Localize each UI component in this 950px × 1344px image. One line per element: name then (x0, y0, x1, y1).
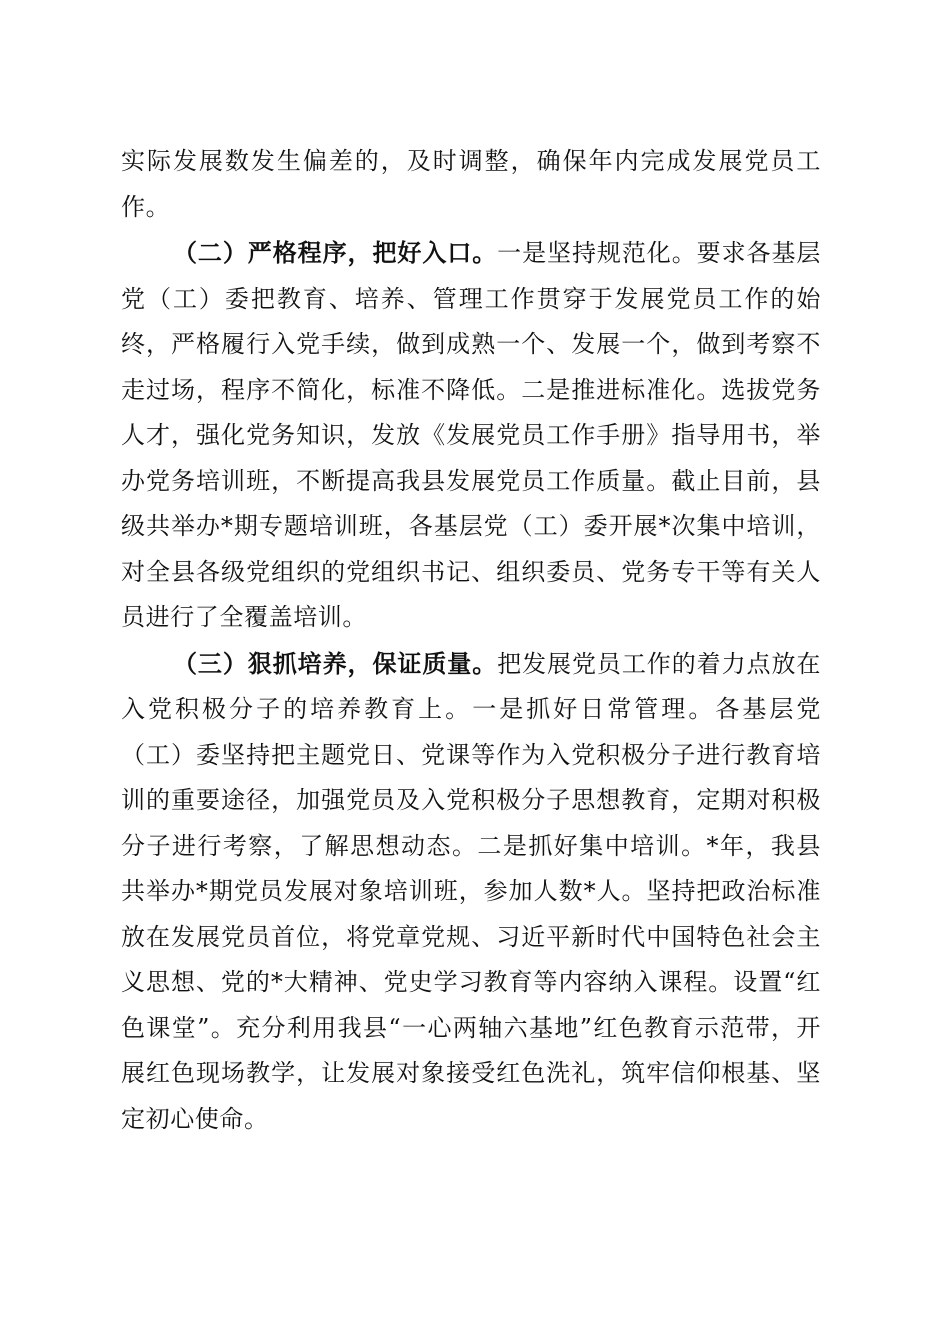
document-body (121, 139, 821, 1142)
paragraph-text: 实际发展数发生偏差的，及时调整，确保年内完成发展党员工作。 (121, 147, 821, 221)
section-heading-2: （二）严格程序，把好入口。 (173, 238, 498, 267)
paragraph-text: 把发展党员工作的着力点放在入党积极分子的培养教育上。一是抓好日常管理。各基层党（工）委坚持把主题党日、党课等作为入党积极分子进行教育培训的重要途径，加强党员及入党积极分子思想教育，定期对积极分子进行考察，了解思想动态。二是抓好集中培训。*年，我县共举办*期党员发展对象培训班，参加人数*人。坚持把政治标准放在发展党员首位，将党章党规、习近平新时代中国特色社会主义思想、党的*大精神、党史学习教育等内容纳入课程。设置“红色课堂”。充分利用我县“一心两轴六基地”红色教育示范带，开展红色现场教学，让发展对象接受红色洗礼，筑牢信仰根基、坚定初心使命。 (121, 649, 821, 1133)
paragraph-text: 一是坚持规范化。要求各基层党（工）委把教育、培养、管理工作贯穿于发展党员工作的始终，严格履行入党手续，做到成熟一个、发展一个，做到考察不走过场，程序不简化，标准不降低。二是推进标准化。选拔党务人才，强化党务知识，发放《发展党员工作手册》指导用书，举办党务培训班，不断提高我县发展党员工作质量。截止目前，县级共举办*期专题培训班，各基层党（工）委开展*次集中培训，对全县各级党组织的党组织书记、组织委员、党务专干等有关人员进行了全覆盖培训。 (121, 239, 821, 631)
paragraph-section-2 (121, 230, 821, 641)
paragraph-continuation (121, 139, 821, 230)
paragraph-section-3 (121, 641, 821, 1143)
section-heading-3: （三）狠抓培养，保证质量。 (173, 648, 498, 678)
